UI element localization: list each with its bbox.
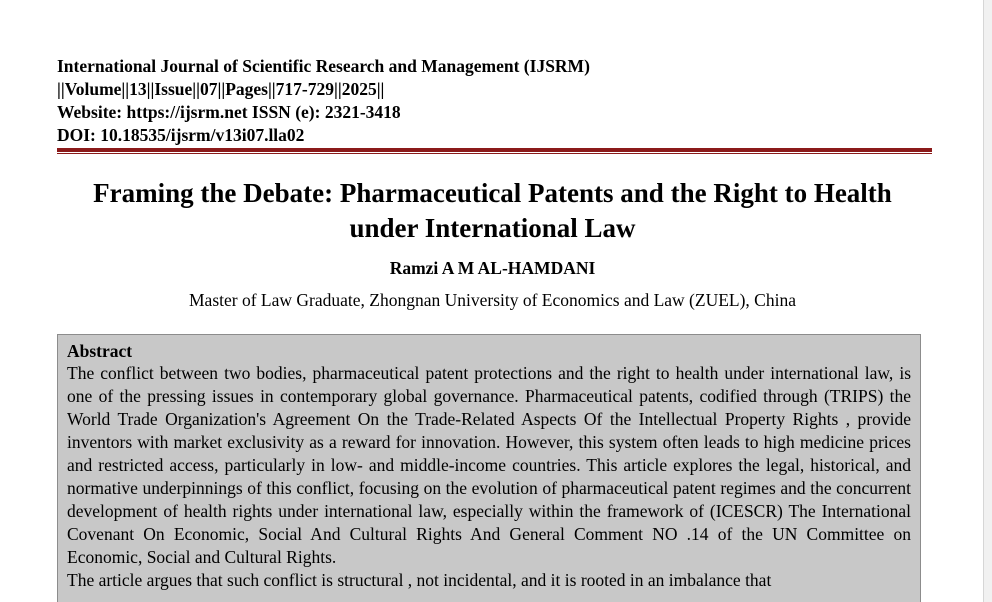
website-issn-line: Website: https://ijsrm.net ISSN (e): 2321-3418 — [57, 102, 401, 122]
abstract-paragraph: The article argues that such conflict is structural , not incidental, and it is rooted in an imbalance that — [67, 570, 772, 590]
volume-issue-line: ||Volume||13||Issue||07||Pages||717-729||2025|| — [57, 79, 385, 99]
abstract-heading: Abstract — [67, 341, 133, 361]
author-affiliation: Master of Law Graduate, Zhongnan University of Economics and Law (ZUEL), China — [189, 290, 796, 310]
journal-header — [57, 55, 590, 147]
author-name: Ramzi A M AL-HAMDANI — [389, 258, 596, 278]
paper-title: Framing the Debate: Pharmaceutical Patents and the Right to Health under International Law — [93, 178, 892, 243]
abstract-box — [57, 334, 921, 602]
header-rule-thick — [57, 148, 932, 152]
journal-name: International Journal of Scientific Research and Management (IJSRM) — [57, 56, 590, 76]
abstract-paragraph: The conflict between two bodies, pharmaceutical patent protections and the right to health under international law, is one of the pressing issues in contemporary global governance. Pharmaceutical patents, codified through (TRIPS) the World Trade Organization's Agreement On the Trade-Related Aspects Of the Intellectual Property Rights , provide inventors with market exclusivity as a reward for innovation. However, this system often leads to high medicine prices and restricted access, particularly in low- and middle-income countries. This article explores the legal, historical, and normative underpinnings of this conflict, focusing on the evolution of pharmaceutical patent regimes and the concurrent development of health rights under international law, especially within the framework of (ICESCR) The International Covenant On Economic, Social And Cultural Rights And General Comment NO .14 of the UN Committee on Economic, Social and Cultural Rights. — [67, 363, 911, 567]
header-rule-thin — [57, 153, 932, 154]
doi-line: DOI: 10.18535/ijsrm/v13i07.lla02 — [57, 125, 305, 145]
window-edge — [983, 0, 992, 602]
